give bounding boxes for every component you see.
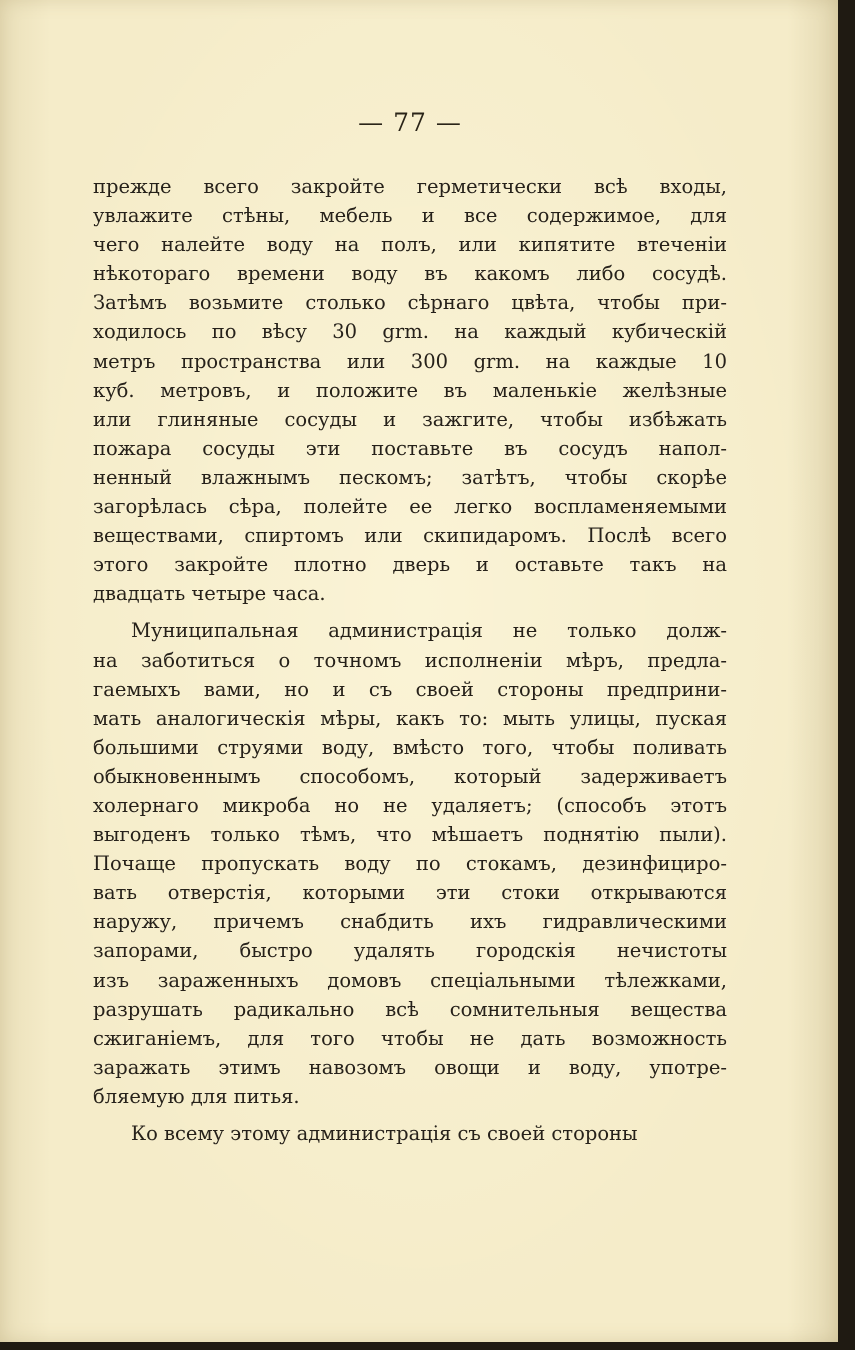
text-line: гаемыхъ вами, но и съ своей стороны предприни- [93, 677, 727, 701]
text-line: выгоденъ только тѣмъ, что мѣшаетъ поднятію пыли). [93, 823, 727, 847]
text-line: ненный влажнымъ пескомъ; затѣтъ, чтобы скорѣе [93, 465, 727, 489]
text-line: метръ пространства или 300 grm. на каждые 10 [93, 349, 727, 373]
paragraph [93, 172, 727, 608]
text-line: сжиганіемъ, для того чтобы не дать возможность [93, 1026, 727, 1050]
text-line: разрушать радикально всѣ сомнительныя вещества [93, 997, 727, 1021]
text-line: на заботиться о точномъ исполненіи мѣръ, предла- [93, 648, 727, 672]
paragraph-gap [93, 608, 727, 616]
text-line: мать аналогическія мѣры, какъ то: мыть улицы, пуская [93, 706, 727, 730]
text-line: заражать этимъ навозомъ овощи и воду, употре- [93, 1055, 727, 1079]
text-line: большими струями воду, вмѣсто того, чтобы поливать [93, 735, 727, 759]
text-line: холернаго микроба но не удаляетъ; (способъ этотъ [93, 793, 727, 817]
text-line: веществами, спиртомъ или скипидаромъ. Послѣ всего [93, 524, 727, 548]
text-line: или глиняные сосуды и зажгите, чтобы избѣжать [93, 407, 727, 431]
text-line: вать отверстія, которыми эти стоки открываются [93, 881, 727, 905]
text-line: бляемую для питья. [93, 1084, 300, 1108]
text-line: запорами, быстро удалять городскія нечистоты [93, 939, 727, 963]
body-text [93, 172, 727, 1148]
paragraph-gap [93, 1111, 727, 1119]
text-line: Почаще пропускать воду по стокамъ, дезинфициро- [93, 852, 727, 876]
page-number: — 77 — [358, 108, 462, 137]
text-line: двадцать четыре часа. [93, 582, 326, 606]
text-line: ходилось по вѣсу 30 grm. на каждый кубическій [93, 320, 727, 344]
text-line: изъ зараженныхъ домовъ спеціальными тѣлежками, [93, 968, 727, 992]
text-line: прежде всего закройте герметически всѣ входы, [93, 175, 727, 198]
text-line: пожара сосуды эти поставьте въ сосудъ напол- [93, 436, 727, 460]
text-line: Ко всему этому администрація съ своей стороны [131, 1122, 638, 1145]
text-line: увлажите стѣны, мебель и все содержимое, для [93, 204, 727, 228]
paragraph [93, 1119, 727, 1148]
text-line: Муниципальная администрація не только долж- [131, 619, 727, 643]
text-line: чего налейте воду на полъ, или кипятите втеченіи [93, 233, 727, 257]
paragraph [93, 616, 727, 1111]
text-line: Затѣмъ возьмите столько сѣрнаго цвѣта, чтобы при- [93, 291, 727, 315]
text-line: куб. метровъ, и положите въ маленькіе желѣзные [93, 378, 727, 402]
text-line: обыкновеннымъ способомъ, который задерживаетъ [93, 764, 727, 788]
text-line: загорѣлась сѣра, полейте ее легко воспламеняемыми [93, 495, 727, 519]
text-line: этого закройте плотно дверь и оставьте такъ на [93, 553, 727, 577]
text-line: наружу, причемъ снабдить ихъ гидравлическими [93, 910, 727, 934]
text-line: нѣкотораго времени воду въ какомъ либо сосудѣ. [93, 262, 727, 286]
